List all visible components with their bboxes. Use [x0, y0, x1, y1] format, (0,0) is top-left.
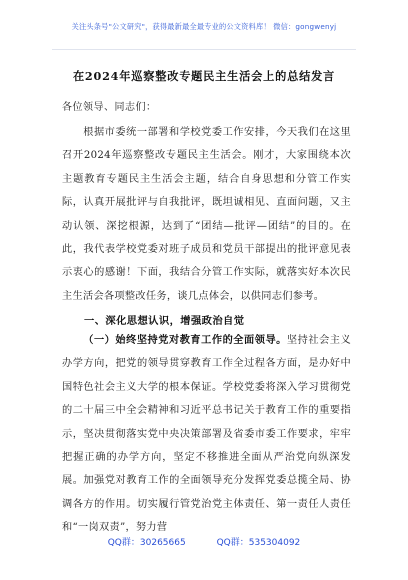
- footer: [0, 535, 408, 548]
- subsection-body: 坚持社会主义办学方向，把党的领导贯穿教育工作全过程各方面，是办好中国特色社会主义大学的根本保证。学校党委将深入学习贯彻党的二十届三中全会精神和习近平总书记关于教育工作的重要指示，坚决贯彻落实党中央决策部署及省委市委工作要求，牢牢把握正确的办学方向，坚定不移推进全面从严治党向纵深发展。加强党对教育工作的全面领导充分发挥党委总揽全局、协调各方的作用。切实履行管党治党主体责任、第一责任人责任和“一岗双责”，努力营: [62, 335, 351, 534]
- footer-qq-group-2: QQ群：535304092: [216, 538, 301, 548]
- header-divider: [52, 49, 356, 50]
- intro-body: 根据市委统一部署和学校党委工作安排，今天我们在这里召开2024年巡察整改专题民主生活会。刚才，大家围绕本次主题教育专题民主生活会主题，结合自身思想和分管工作实际，认真开展批评与自我批评，既坦诚相见、直面问题，又主动认领、深挖根源，达到了“团结—批评—团结”的目的。在此，我代表学校党委对班子成员和党员干部提出的批评意见表示衷心的感谢！下面，我结合分管工作实际，就落实好本次民主生活会各项整改任务，谈几点体会，以供同志们参考。: [62, 127, 351, 302]
- subsection-text: [62, 329, 351, 540]
- salutation: 各位领导、同志们：: [62, 102, 157, 113]
- subsection-heading: （一）始终坚持党对教育工作的全面领导。: [83, 334, 287, 346]
- intro-text: [62, 121, 351, 308]
- header-banner: 关注头条号"公文研究"，获得最新最全最专业的公文资料库！ 微信：gongwenyj: [71, 22, 337, 31]
- intro-paragraph: [62, 121, 351, 308]
- document-title: 在2024年巡察整改专题民主生活会上的总结发言: [72, 69, 336, 83]
- subsection-paragraph: [62, 329, 351, 540]
- footer-qq-group-1: QQ群：30265665: [107, 538, 186, 548]
- section-heading: 一、深化思想认识，增强政治自觉: [84, 315, 245, 327]
